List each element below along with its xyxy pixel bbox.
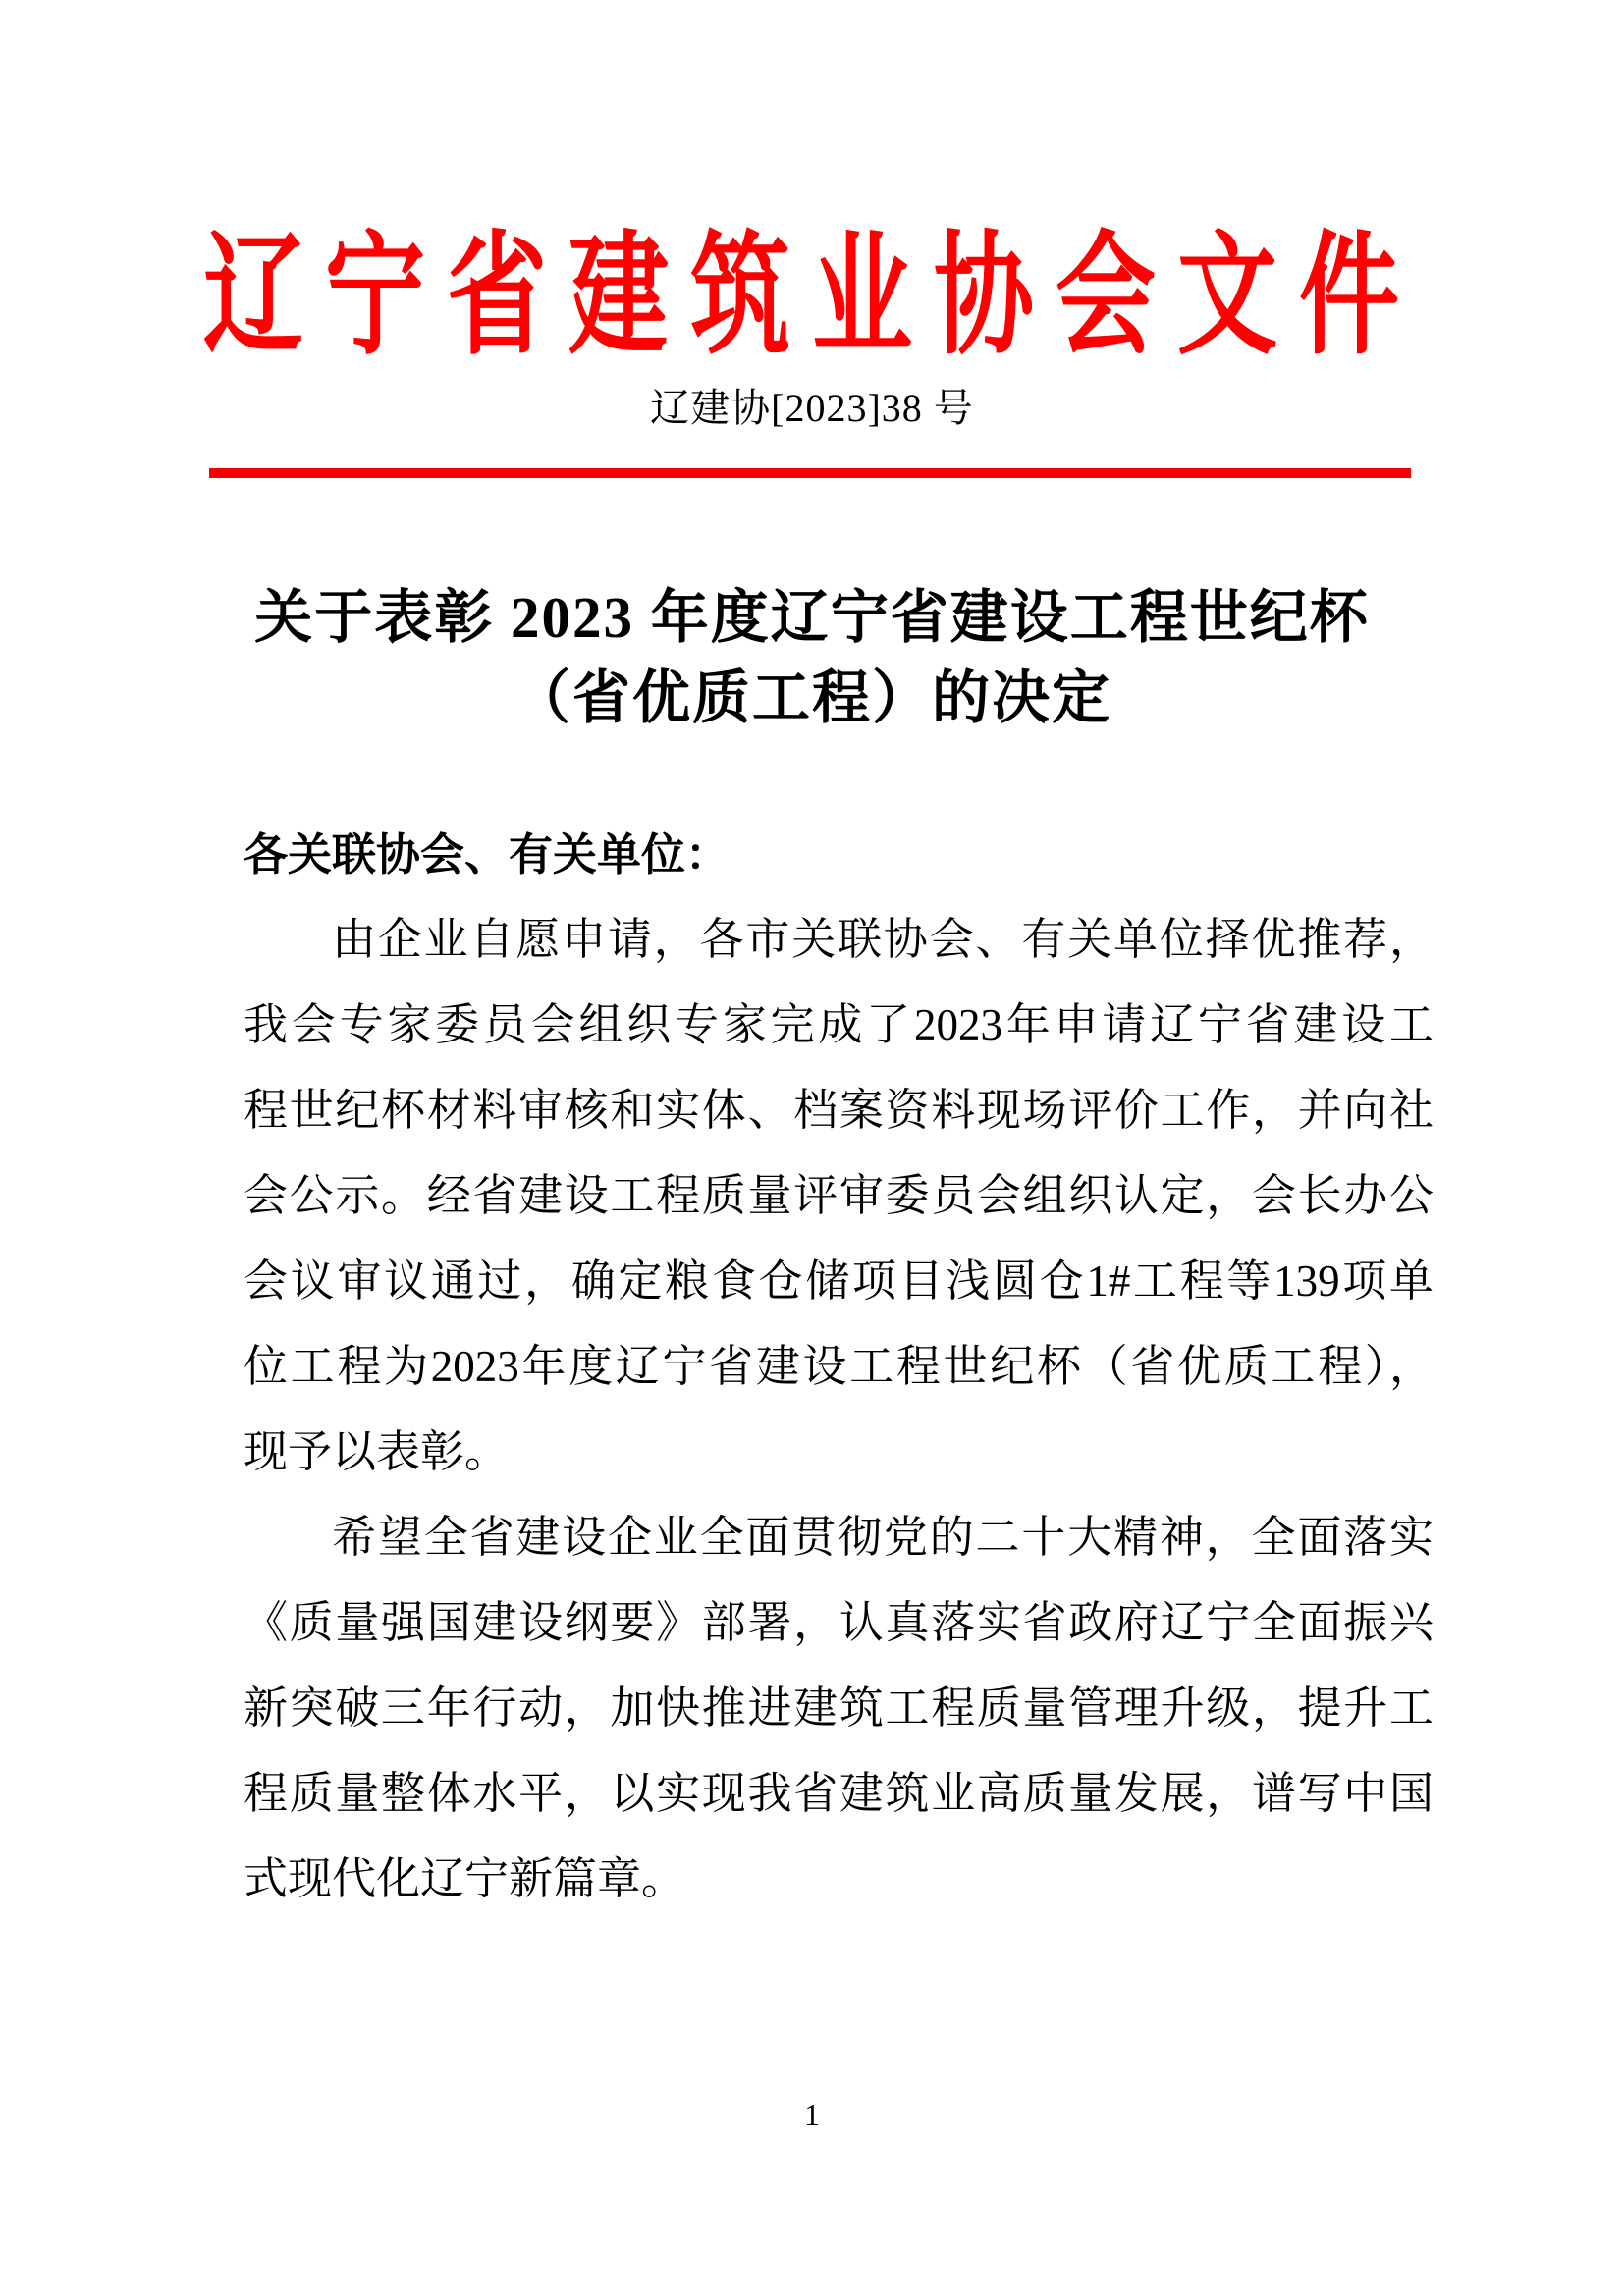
body-line: 程质量整体水平，以实现我省建筑业高质量发展，谱写中国 (244, 1769, 1434, 1818)
body-line: 新突破三年行动，加快推进建筑工程质量管理升级，提升工 (244, 1683, 1434, 1733)
body-line: 会议审议通过，确定粮食仓储项目浅圆仓1#工程等139项单 (244, 1256, 1434, 1306)
doc-number: 辽建协[2023]38 号 (650, 386, 974, 430)
red-divider-line (209, 468, 1411, 478)
document-title-line-1: 关于表彰 2023 年度辽宁省建设工程世纪杯 (254, 585, 1370, 650)
body-line: 现予以表彰。 (244, 1427, 510, 1476)
salutation: 各关联协会、有关单位： (244, 829, 731, 880)
document-title (0, 577, 1624, 738)
body-line: 希望全省建设企业全面贯彻党的二十大精神，全面落实 (332, 1513, 1434, 1562)
body-line: 位工程为2023年度辽宁省建设工程世纪杯（省优质工程）， (244, 1342, 1434, 1391)
org-header-title: 辽宁省建筑业协会文件 (203, 224, 1421, 372)
body-line: 我会专家委员会组织专家完成了2023年申请辽宁省建设工 (244, 1000, 1434, 1049)
document-body (244, 812, 1434, 1922)
page-number: 1 (804, 2097, 820, 2132)
body-line: 式现代化辽宁新篇章。 (244, 1854, 686, 1903)
body-line: 由企业自愿申请，各市关联协会、有关单位择优推荐， (332, 915, 1434, 964)
document-title-line-2: （省优质工程）的决定 (512, 666, 1111, 730)
body-line: 《质量强国建设纲要》部署，认真落实省政府辽宁全面振兴 (244, 1598, 1434, 1647)
body-line: 会公示。经省建设工程质量评审委员会组织认定，会长办公 (244, 1171, 1434, 1220)
paragraphs (244, 897, 1434, 1922)
body-line: 程世纪杯材料审核和实体、档案资料现场评价工作，并向社 (244, 1086, 1434, 1135)
